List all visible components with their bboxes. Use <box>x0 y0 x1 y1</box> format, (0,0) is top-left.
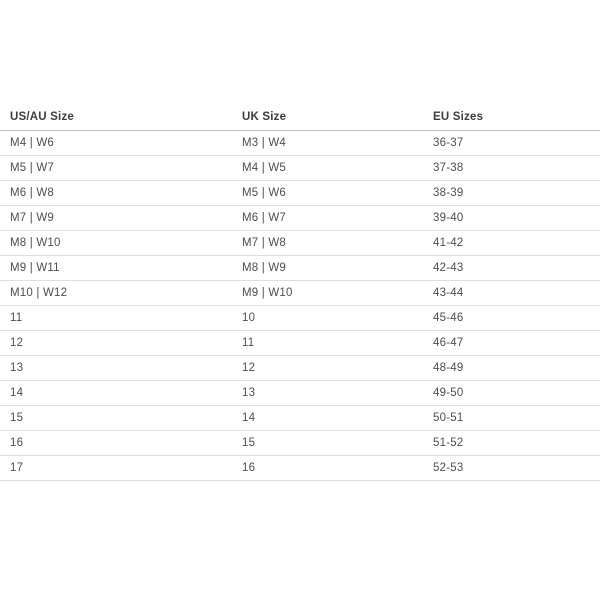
cell-us-au-size: 15 <box>10 412 24 424</box>
column-header-us-au-size: US/AU Size <box>10 111 74 123</box>
cell-uk-size: 11 <box>242 337 255 349</box>
cell-eu-sizes: 51-52 <box>433 437 464 449</box>
cell-us-au-size: 12 <box>10 337 24 349</box>
table-row <box>0 181 600 206</box>
cell-us-au-size: 17 <box>10 462 24 474</box>
table-row <box>0 256 600 281</box>
table-row <box>0 406 600 431</box>
cell-us-au-size: 13 <box>10 362 24 374</box>
cell-us-au-size: M8 | W10 <box>10 237 61 249</box>
table-row <box>0 456 600 481</box>
column-header-uk-size: UK Size <box>242 111 287 123</box>
cell-us-au-size: 16 <box>10 437 24 449</box>
cell-uk-size: M5 | W6 <box>242 187 287 199</box>
cell-uk-size: M8 | W9 <box>242 262 287 274</box>
cell-us-au-size: M7 | W9 <box>10 212 55 224</box>
cell-us-au-size: M5 | W7 <box>10 162 55 174</box>
cell-eu-sizes: 46-47 <box>433 337 464 349</box>
cell-eu-sizes: 36-37 <box>433 137 464 149</box>
cell-uk-size: 15 <box>242 437 256 449</box>
cell-uk-size: M7 | W8 <box>242 237 287 249</box>
cell-eu-sizes: 37-38 <box>433 162 464 174</box>
table-row <box>0 231 600 256</box>
cell-uk-size: 14 <box>242 412 256 424</box>
cell-uk-size: 16 <box>242 462 256 474</box>
table-row <box>0 331 600 356</box>
cell-us-au-size: M4 | W6 <box>10 137 55 149</box>
cell-uk-size: 12 <box>242 362 256 374</box>
table-row <box>0 281 600 306</box>
size-chart-table <box>0 104 600 481</box>
cell-us-au-size: M10 | W12 <box>10 287 68 299</box>
cell-eu-sizes: 45-46 <box>433 312 464 324</box>
cell-eu-sizes: 39-40 <box>433 212 464 224</box>
cell-uk-size: 10 <box>242 312 256 324</box>
table-row <box>0 431 600 456</box>
cell-eu-sizes: 49-50 <box>433 387 464 399</box>
table-row <box>0 131 600 156</box>
cell-uk-size: M9 | W10 <box>242 287 293 299</box>
cell-eu-sizes: 52-53 <box>433 462 464 474</box>
table-row <box>0 381 600 406</box>
cell-uk-size: M3 | W4 <box>242 137 287 149</box>
cell-eu-sizes: 41-42 <box>433 237 464 249</box>
cell-us-au-size: M6 | W8 <box>10 187 55 199</box>
cell-us-au-size: M9 | W11 <box>10 262 60 274</box>
table-row <box>0 356 600 381</box>
cell-eu-sizes: 38-39 <box>433 187 464 199</box>
cell-eu-sizes: 43-44 <box>433 287 464 299</box>
table-header-row <box>0 104 600 131</box>
table-body <box>0 131 600 481</box>
cell-uk-size: 13 <box>242 387 256 399</box>
cell-uk-size: M4 | W5 <box>242 162 287 174</box>
cell-uk-size: M6 | W7 <box>242 212 287 224</box>
table-row <box>0 206 600 231</box>
cell-us-au-size: 11 <box>10 312 23 324</box>
table-row <box>0 306 600 331</box>
table-row <box>0 156 600 181</box>
cell-eu-sizes: 42-43 <box>433 262 464 274</box>
cell-eu-sizes: 48-49 <box>433 362 464 374</box>
cell-eu-sizes: 50-51 <box>433 412 464 424</box>
cell-us-au-size: 14 <box>10 387 24 399</box>
column-header-eu-sizes: EU Sizes <box>433 111 484 123</box>
